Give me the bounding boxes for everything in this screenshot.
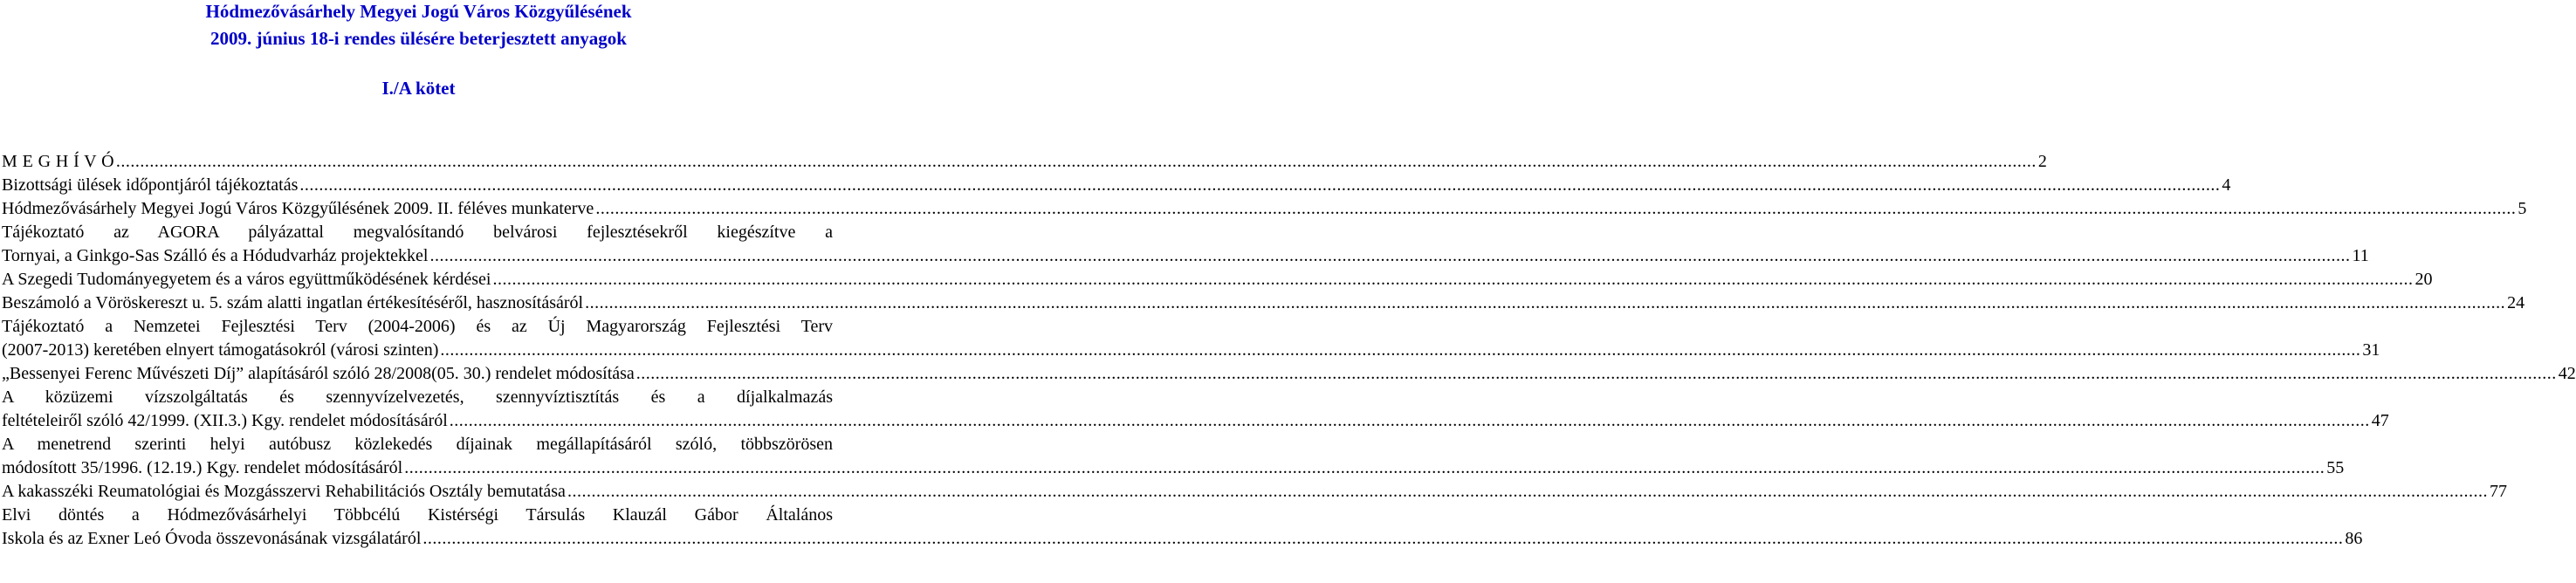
toc-entry [2, 268, 2433, 292]
dot-leader: ................................................................................................................................................................................................................................................................................................................................................................................................................ [635, 364, 2557, 383]
dot-leader: ................................................................................................................................................................................................................................................................................................................................................................................................................ [595, 199, 2517, 218]
toc-page-number: 47 [2371, 411, 2389, 430]
toc-entry-last-line [2, 174, 2231, 197]
toc-entry-last-line [2, 409, 2389, 433]
toc-page-number: 5 [2518, 199, 2527, 218]
toc-page-number: 77 [2489, 482, 2507, 501]
dot-leader: ................................................................................................................................................................................................................................................................................................................................................................................................................ [299, 175, 2221, 195]
dot-leader: ................................................................................................................................................................................................................................................................................................................................................................................................................ [440, 340, 2361, 360]
toc-page-number: 2 [2037, 152, 2047, 171]
dot-leader: ................................................................................................................................................................................................................................................................................................................................................................................................................ [585, 293, 2506, 312]
toc-entry-last-line [2, 456, 2345, 480]
toc-entry-line: Elvi döntés a Hódmezővásárhelyi Többcélú Kistérségi Társulás Klauzál Gábor Általános [2, 505, 833, 525]
toc-entry-title: módosított 35/1996. (12.19.) Kgy. rendelet módosításáról [2, 458, 403, 477]
toc-entry-title: Tornyai, a Ginkgo-Sas Szálló és a Hódudvarház projektekkel [2, 246, 429, 265]
document-title-line-1: Hódmezővásárhely Megyei Jogú Város Közgyűlésének [205, 1, 632, 22]
toc-entry [2, 315, 2380, 362]
toc-entry [2, 386, 2389, 433]
toc-entry-title: Beszámoló a Vöröskereszt u. 5. szám alatti ingatlan értékesítéséről, hasznosításáról [2, 293, 584, 312]
toc-entry-last-line [2, 268, 2433, 292]
toc-page-number: 20 [2415, 270, 2433, 289]
toc-page-number: 86 [2345, 529, 2363, 548]
toc-entry [2, 433, 2345, 480]
toc-entry-last-line [2, 292, 2525, 315]
toc-entry-title: A kakasszéki Reumatológiai és Mozgásszervi Rehabilitációs Osztály bemutatása [2, 482, 566, 501]
table-of-contents [2, 150, 2576, 551]
document-title-line-2: 2009. június 18-i rendes ülésére beterjesztett anyagok [210, 28, 627, 49]
toc-entry [2, 480, 2507, 504]
toc-entry [2, 292, 2525, 315]
toc-entry [2, 221, 2369, 268]
toc-entry [2, 362, 2576, 386]
toc-entry-line: A közüzemi vízszolgáltatás és szennyvízelvezetés, szennyvíztisztítás és a díjalkalmazás [2, 388, 833, 407]
toc-entry-title: feltételeiről szóló 42/1999. (XII.3.) Kgy. rendelet módosításáról [2, 411, 448, 430]
toc-entry-title: M E G H Í V Ó [2, 152, 114, 171]
toc-entry-last-line [2, 480, 2507, 504]
toc-entry-last-line [2, 197, 2527, 221]
toc-entry [2, 504, 2363, 551]
toc-page-number: 31 [2362, 340, 2380, 360]
toc-entry [2, 197, 2527, 221]
toc-entry-last-line [2, 339, 2380, 362]
toc-entry-last-line [2, 527, 2363, 551]
toc-entry-title: „Bessenyei Ferenc Művészeti Díj” alapításáról szóló 28/2008(05. 30.) rendelet módosítása [2, 364, 635, 383]
toc-entry-title: Bizottsági ülések időpontjáról tájékoztatás [2, 175, 299, 195]
toc-page-number: 42 [2558, 364, 2576, 383]
dot-leader: ................................................................................................................................................................................................................................................................................................................................................................................................................ [115, 152, 2037, 171]
toc-page-number: 4 [2222, 175, 2231, 195]
toc-entry-line: Tájékoztató az AGORA pályázattal megvalósítandó belvárosi fejlesztésekről kiegészítve a [2, 223, 833, 242]
toc-entry [2, 150, 2047, 174]
toc-entry [2, 174, 2231, 197]
toc-page-number: 55 [2326, 458, 2345, 477]
toc-entry-line: Tájékoztató a Nemzetei Fejlesztési Terv (2004-2006) és az Új Magyarország Fejlesztési Terv [2, 317, 833, 336]
toc-entry-title: (2007-2013) keretében elnyert támogatásokról (városi szinten) [2, 340, 439, 360]
dot-leader: ................................................................................................................................................................................................................................................................................................................................................................................................................ [422, 529, 2344, 548]
toc-entry-last-line [2, 150, 2047, 174]
toc-entry-title: A Szegedi Tudományegyetem és a város együttműködésének kérdései [2, 270, 491, 289]
dot-leader: ................................................................................................................................................................................................................................................................................................................................................................................................................ [449, 411, 2370, 430]
dot-leader: ................................................................................................................................................................................................................................................................................................................................................................................................................ [567, 482, 2488, 501]
toc-entry-last-line [2, 362, 2576, 386]
toc-page-number: 11 [2352, 246, 2369, 265]
dot-leader: ................................................................................................................................................................................................................................................................................................................................................................................................................ [492, 270, 2414, 289]
toc-entry-last-line [2, 244, 2369, 268]
toc-entry-title: Iskola és az Exner Leó Óvoda összevonásának vizsgálatáról [2, 529, 422, 548]
toc-page-number: 24 [2507, 293, 2525, 312]
toc-entry-line: A menetrend szerinti helyi autóbusz közlekedés díjainak megállapításáról szóló, többszörösen [2, 435, 833, 454]
dot-leader: ................................................................................................................................................................................................................................................................................................................................................................................................................ [404, 458, 2325, 477]
dot-leader: ................................................................................................................................................................................................................................................................................................................................................................................................................ [429, 246, 2351, 265]
toc-entry-title: Hódmezővásárhely Megyei Jogú Város Közgyűlésének 2009. II. féléves munkaterve [2, 199, 594, 218]
volume-label: I./A kötet [381, 78, 456, 99]
